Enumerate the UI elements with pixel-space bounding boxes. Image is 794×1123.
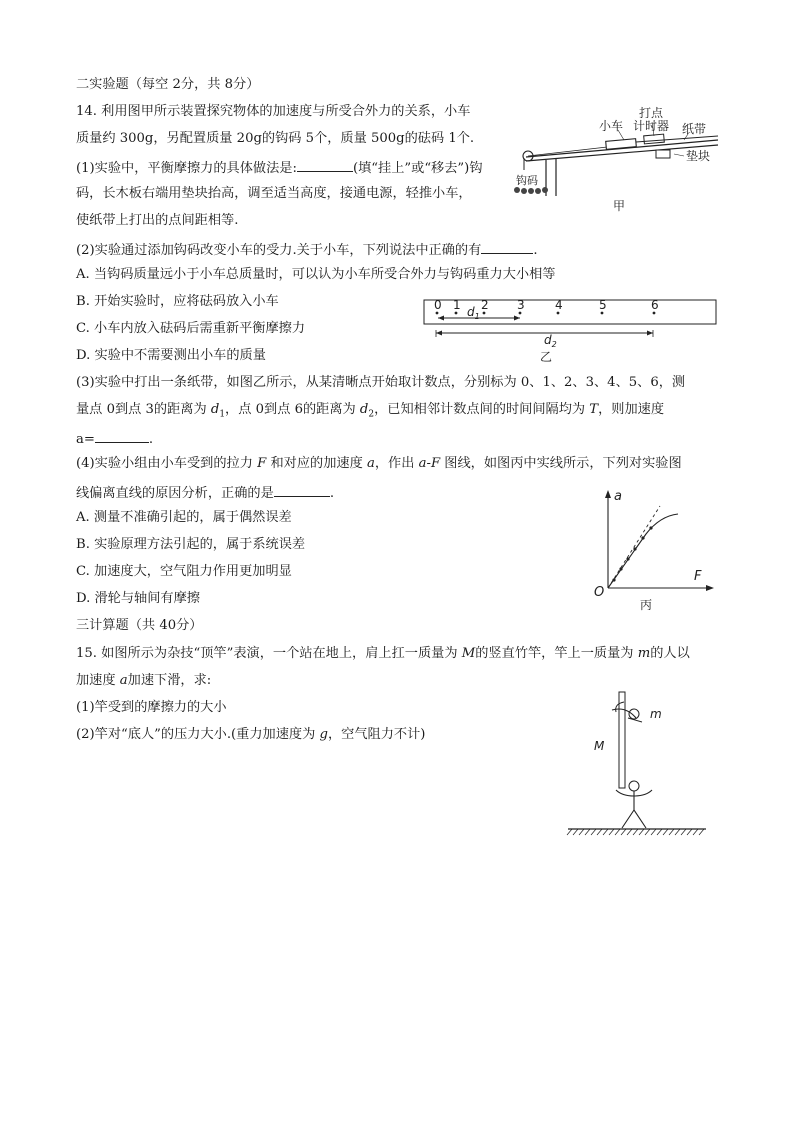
tape-tick-label: 0: [434, 298, 442, 312]
hatch-line: [663, 829, 668, 835]
tape-tick-label: 2: [481, 298, 489, 312]
tape-tick-label: 1: [453, 298, 461, 312]
option-a: A. 测量不准确引起的，属于偶然误差: [76, 510, 292, 525]
q14-line: 14. 利用图甲所示装置探究物体的加速度与所受合外力的关系，小车: [76, 104, 471, 119]
option-b: B. 实验原理方法引起的，属于系统误差: [76, 537, 306, 552]
figure-bing-graph: [584, 486, 724, 616]
hatch-line: [639, 829, 644, 835]
q15-line: (1)竿受到的摩擦力的大小: [76, 700, 227, 715]
hatch-line: [621, 829, 626, 835]
option-d: D. 实验中不需要测出小车的质量: [76, 348, 266, 363]
q14-line: a= .: [76, 428, 153, 449]
q14-line: 量点 0到点 3的距离为 $d_1$，点 0到点 6的距离为 $d_2$，已知相邻计数点间的时间间隔均为 T，则加速度: [76, 402, 665, 420]
origin-label: O: [594, 585, 605, 600]
q14-line: 码，长木板右端用垫块抬高，调至适当高度，接通电源，轻推小车，: [76, 186, 472, 201]
q14-line: 线偏离直线的原因分析，正确的是 .: [76, 482, 334, 503]
ground-hatch: [567, 829, 704, 835]
label-m: m: [650, 707, 662, 721]
label-dadian: 打点: [639, 106, 664, 120]
hatch-line: [567, 829, 572, 835]
tape-dot: [436, 312, 439, 315]
q14-line: (3)实验中打出一条纸带，如图乙所示，从某清晰点开始取计数点，分别标为 0、1、2、3、4、5、6，测: [76, 375, 686, 390]
hatch-line: [579, 829, 584, 835]
tape-dot: [653, 312, 656, 315]
q15-line: 15. 如图所示为杂技“顶竿”表演，一个站在地上，肩上扛一质量为 M的竖直竹竿，竿上一质量为 m的人以: [76, 646, 690, 661]
tape-dot: [519, 312, 522, 315]
q14-line: (4)实验小组由小车受到的拉力 F 和对应的加速度 a，作出 a-F 图线，如图丙中实线所示，下列对实验图: [76, 456, 682, 471]
hatch-line: [597, 829, 602, 835]
caption-bing: 丙: [640, 598, 653, 612]
q14-line: (1)实验中，平衡摩擦力的具体做法是: (填“挂上”或“移去”)钩: [76, 157, 483, 178]
axis-label-a: a: [614, 489, 622, 504]
hatch-line: [573, 829, 578, 835]
tape-label-d2: $d_2$: [544, 333, 557, 349]
hooked-weights: [514, 187, 548, 194]
option-c: C. 小车内放入砝码后需重新平衡摩擦力: [76, 321, 306, 336]
tape-tick-label: 4: [555, 298, 563, 312]
answer-blank[interactable]: [95, 428, 149, 443]
hatch-line: [633, 829, 638, 835]
tape-dot: [557, 312, 560, 315]
tape-tick-label: 5: [599, 298, 607, 312]
option-c: C. 加速度大，空气阻力作用更加明显: [76, 564, 292, 579]
q14-line: 质量约 300g，另配置质量 20g的钩码 5个，质量 500g的砝码 1个.: [76, 131, 475, 146]
q15-line: 加速度 a加速下滑，求:: [76, 673, 212, 688]
hatch-line: [627, 829, 632, 835]
label-M: M: [594, 739, 605, 753]
figure-pole-acrobat: [566, 690, 716, 836]
tape-dot: [455, 312, 458, 315]
answer-blank[interactable]: [274, 482, 330, 497]
caption-jia: 甲: [613, 199, 626, 213]
q15-line: (2)竿对“底人”的压力大小.(重力加速度为 g，空气阻力不计): [76, 727, 426, 742]
tape-tick-label: 3: [517, 298, 525, 312]
tape-tick-label: 6: [651, 298, 659, 312]
label-weights: 钩码: [516, 174, 538, 187]
hatch-line: [591, 829, 596, 835]
caption-yi: 乙: [540, 350, 553, 364]
tape-label-d1: $d_1$: [467, 305, 480, 321]
option-b: B. 开始实验时，应将砝码放入小车: [76, 294, 279, 309]
label-cart: 小车: [599, 119, 624, 133]
option-d: D. 滑轮与轴间有摩擦: [76, 591, 200, 606]
hatch-line: [681, 829, 686, 835]
hatch-line: [615, 829, 620, 835]
hatch-line: [675, 829, 680, 835]
tape-dot: [601, 312, 604, 315]
hatch-line: [687, 829, 692, 835]
label-timer: 计时器: [633, 119, 670, 133]
hatch-line: [651, 829, 656, 835]
answer-blank[interactable]: [297, 157, 353, 172]
pole: [619, 692, 625, 788]
option-a: A. 当钩码质量远小于小车总质量时，可以认为小车所受合外力与钩码重力大小相等: [76, 267, 556, 282]
figure-yi-tape: [420, 294, 720, 364]
climber-figure: [612, 702, 642, 722]
label-pad: 垫块: [686, 149, 711, 163]
q14-line: 使纸带上打出的点间距相等.: [76, 213, 239, 228]
hatch-line: [699, 829, 704, 835]
hatch-line: [585, 829, 590, 835]
q14-line: (2)实验通过添加钩码改变小车的受力.关于小车，下列说法中正确的有 .: [76, 239, 538, 260]
axis-label-f: F: [694, 569, 702, 584]
hatch-line: [693, 829, 698, 835]
figure-jia-apparatus: [506, 100, 728, 216]
label-tape: 纸带: [682, 122, 707, 136]
answer-blank[interactable]: [481, 239, 533, 254]
tape-dot: [483, 312, 486, 315]
hatch-line: [603, 829, 608, 835]
hatch-line: [609, 829, 614, 835]
section-title: 二实验题（每空 2分，共 8分）: [76, 77, 260, 92]
section-title: 三计算题（共 40分）: [76, 618, 203, 633]
pad-block: [656, 150, 670, 158]
hatch-line: [657, 829, 662, 835]
hatch-line: [645, 829, 650, 835]
hatch-line: [669, 829, 674, 835]
